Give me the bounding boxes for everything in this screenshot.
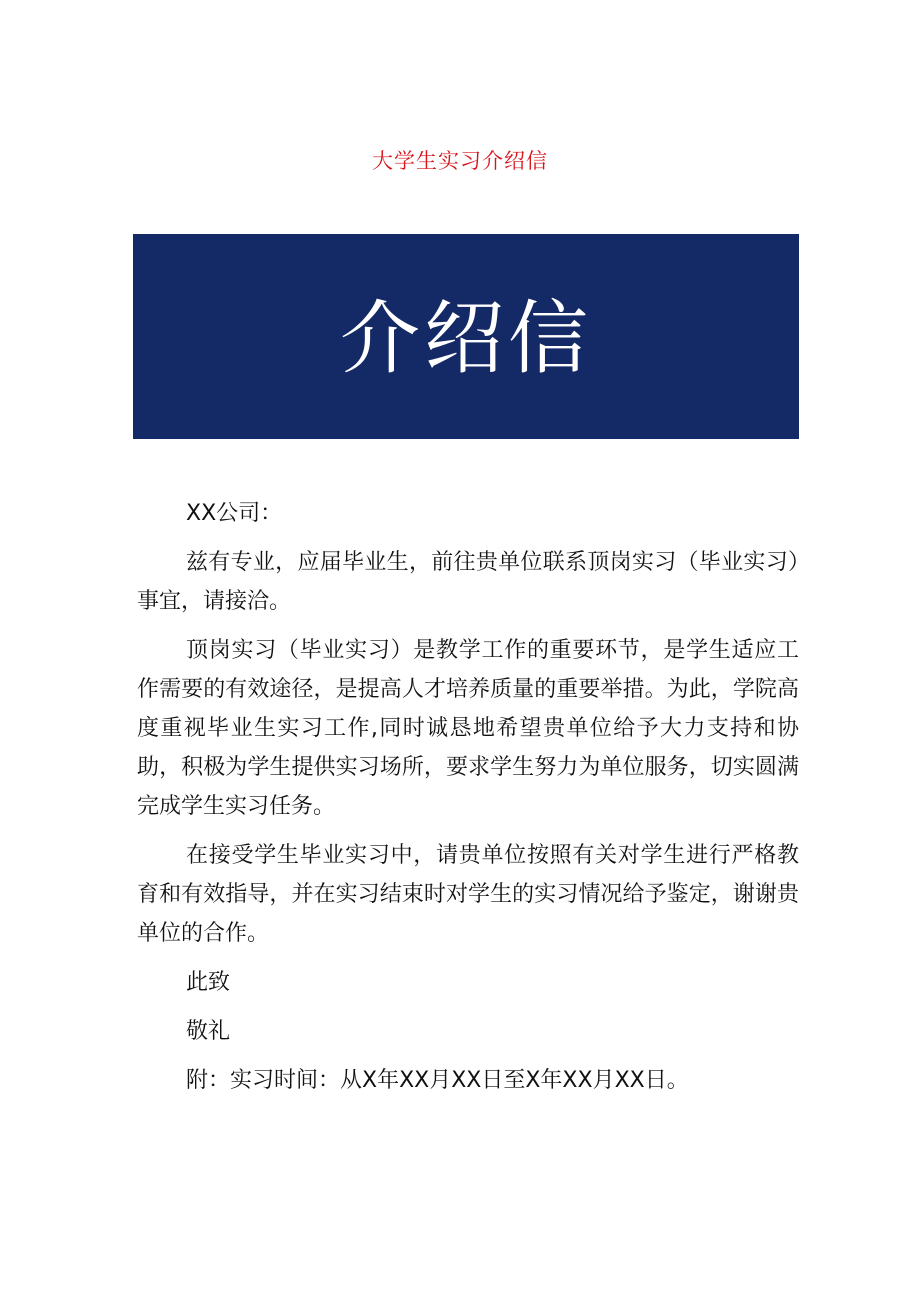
closing-line-1: 此致 bbox=[186, 970, 231, 995]
letter-body bbox=[137, 494, 799, 1110]
paragraph-1: 兹有专业，应届毕业生，前往贵单位联系顶岗实习（毕业实习）事宜，请接洽。 bbox=[137, 550, 799, 614]
internship-time-note: 附：实习时间：从X年XX月XX日至X年XX月XX日。 bbox=[186, 1068, 689, 1093]
salutation: XX公司： bbox=[186, 501, 283, 526]
closing-line-2: 敬礼 bbox=[186, 1019, 231, 1044]
banner-text: 介绍信 bbox=[340, 291, 592, 385]
paragraph-2: 顶岗实习（毕业实习）是教学工作的重要环节，是学生适应工作需要的有效途径，是提高人才培养质量的重要举措。为此，学院高度重视毕业生实习工作,同时诚恳地希望贵单位给予大力支持和协助，积极为学生提供实习场所，要求学生努力为单位服务，切实圆满完成学生实习任务。 bbox=[137, 638, 799, 819]
title-banner bbox=[133, 234, 799, 439]
document-title: 大学生实习介绍信 bbox=[372, 149, 548, 173]
paragraph-3: 在接受学生毕业实习中，请贵单位按照有关对学生进行严格教育和有效指导，并在实习结束时对学生的实习情况给予鉴定，谢谢贵单位的合作。 bbox=[137, 843, 799, 946]
